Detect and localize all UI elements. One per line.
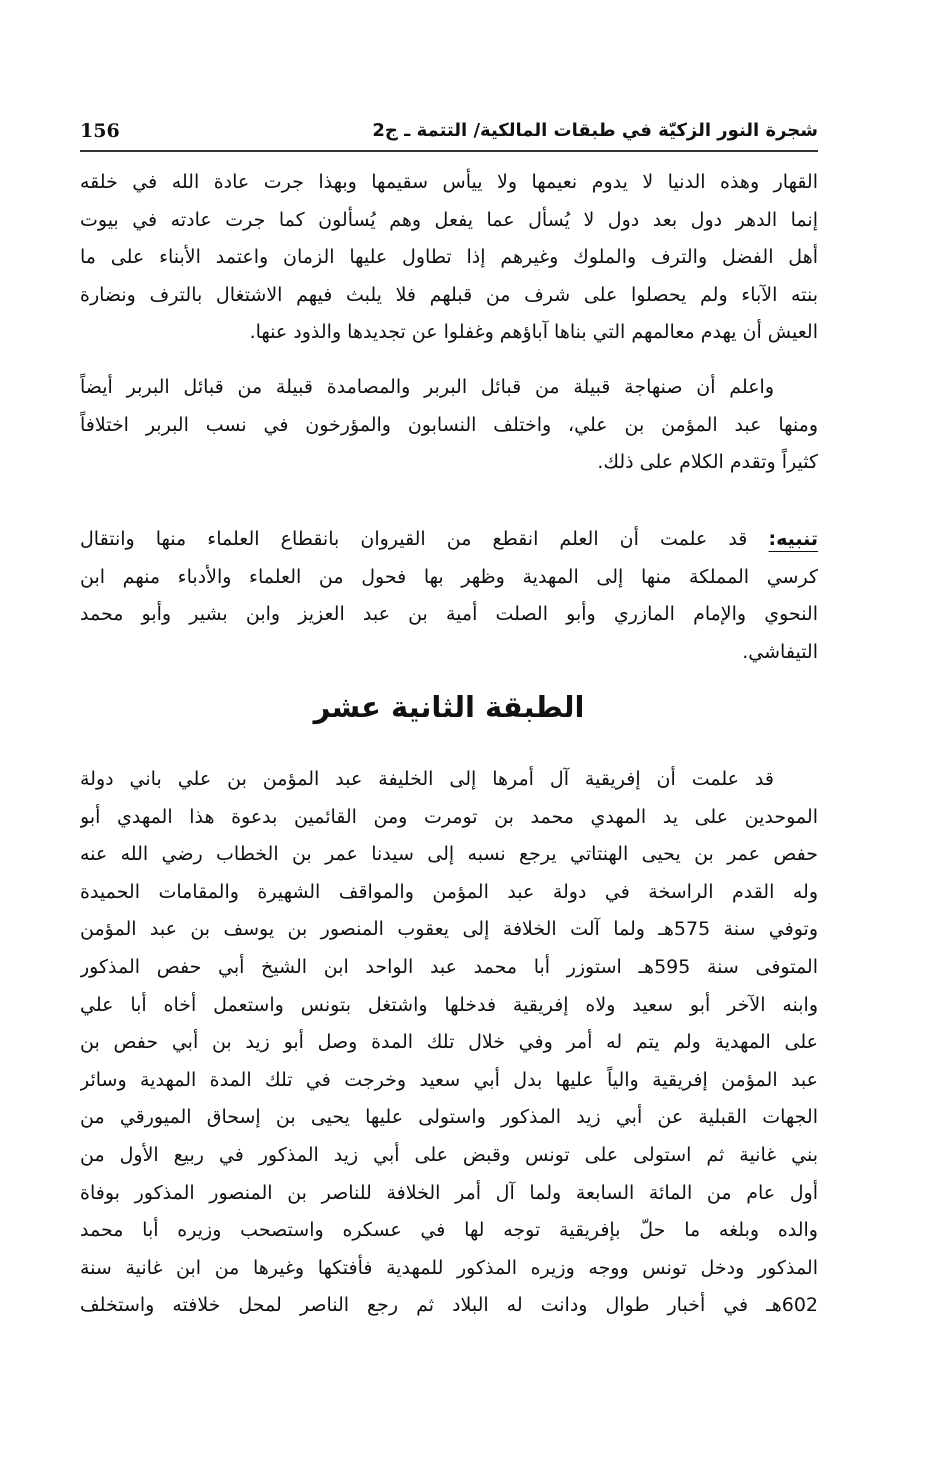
text-line: قد علمت أن إفريقية آل أمرها إلى الخليفة عبد المؤمن بن علي باني دولة <box>80 768 774 790</box>
text-line: المذكور ودخل تونس ووجه وزيره المذكور للمهدية فأفتكها وغيرها من ابن غانية سنة <box>80 1256 818 1279</box>
section-heading: الطبقة الثانية عشر <box>313 690 585 724</box>
paragraph-tanbih <box>80 521 818 671</box>
paragraph-4 <box>80 761 818 1325</box>
text-line <box>80 521 818 559</box>
text-line: وله القدم الراسخة في دولة عبد المؤمن والمواقف الشهيرة والمقامات الحميدة <box>80 880 818 903</box>
text-line: على المهدية ولم يتم له أمر وفي خلال تلك المدة وصل أبو زيد بن أبي حفص بن <box>80 1031 818 1054</box>
running-title: شجرة النور الزكيّة في طبقات المالكية/ التتمة ـ ج2 <box>372 120 818 141</box>
text-line: 602هـ في أخبار طوال ودانت له البلاد ثم رجع الناصر لمحل خلافته واستخلف <box>80 1294 818 1317</box>
note-keyword: تنبيه: <box>768 528 818 550</box>
text-line: العيش أن يهدم معالمهم التي بناها آباؤهم وغفلوا عن تجديدها والذود عنها. <box>249 321 818 344</box>
text-line: إنما الدهر دول بعد دول لا يُسأل عما يفعل وهم يُسألون كما جرت عادته في بيوت <box>80 208 818 231</box>
text-line: أهل الفضل والترف والملوك وغيرهم إذا تطاول عليها الزمان واعتمد الأبناء على ما <box>80 246 818 269</box>
paragraph-2 <box>80 369 818 482</box>
text-line: وابنه الآخر أبو سعيد ولاه إفريقية فدخلها واشتغل بتونس واستعمل أخاه أبا علي <box>80 993 818 1016</box>
text-line: بني غانية ثم استولى على تونس وقبض على أبي زيد المذكور في ربيع الأول من <box>80 1143 818 1166</box>
text-line: واعلم أن صنهاجة قبيلة من قبائل البربر والمصامدة قبيلة من قبائل البربر أيضاً <box>80 376 774 398</box>
page-number: 156 <box>80 120 120 142</box>
text-line-content: قد علمت أن العلم انقطع من القيروان بانقطاع العلماء منها وانتقال <box>80 528 748 550</box>
text-line: التيفاشي. <box>742 640 818 663</box>
text-line: بنته الآباء ولم يحصلوا على شرف من قبلهم فلا يلبث فيهم الاشتغال بالترف ونضارة <box>80 283 818 306</box>
text-line: ومنها عبد المؤمن بن علي، واختلف النسابون والمؤرخون في نسب البربر اختلافاً <box>80 413 818 436</box>
text-line: والده وبلغه ما حلّ بإفريقية توجه لها في عسكره واستصحب وزيره أبا محمد <box>80 1219 818 1242</box>
text-line: حفص عمر بن يحيى الهنتاتي يرجع نسبه إلى سيدنا عمر بن الخطاب رضي الله عنه <box>80 843 818 866</box>
text-line: النحوي والإمام المازري وأبو الصلت أمية بن عبد العزيز وابن بشير وأبو محمد <box>80 603 818 626</box>
text-line: وتوفي سنة 575هـ ولما آلت الخلافة إلى يعقوب المنصور بن يوسف بن عبد المؤمن <box>80 918 818 941</box>
text-line: القهار وهذه الدنيا لا يدوم نعيمها ولا ييأس سقيمها وبهذا جرت عادة الله في خلقه <box>80 171 818 193</box>
text-line: عبد المؤمن إفريقية والياً عليها بدل أبي سعيد وخرجت في تلك المدة المهدية وسائر <box>80 1068 818 1091</box>
text-line: أول عام من المائة السابعة ولما آل أمر الخلافة للناصر بن المنصور المذكور بوفاة <box>80 1181 818 1204</box>
text-line: المتوفى سنة 595هـ استوزر أبا محمد عبد الواحد ابن الشيخ أبي حفص المذكور <box>80 955 818 978</box>
text-line: الموحدين على يد المهدي محمد بن تومرت ومن القائمين بدعوة هذا المهدي أبو <box>80 805 818 828</box>
text-line: كثيراً وتقدم الكلام على ذلك. <box>597 451 818 474</box>
text-line: الجهات القبلية عن أبي زيد المذكور واستولى عليها يحيى بن إسحاق الميورقي من <box>80 1106 818 1129</box>
running-header <box>80 118 818 152</box>
text-line: كرسي المملكة منها إلى المهدية وظهر بها فحول من العلماء والأدباء منهم ابن <box>80 565 818 588</box>
paragraph-1 <box>80 164 818 352</box>
